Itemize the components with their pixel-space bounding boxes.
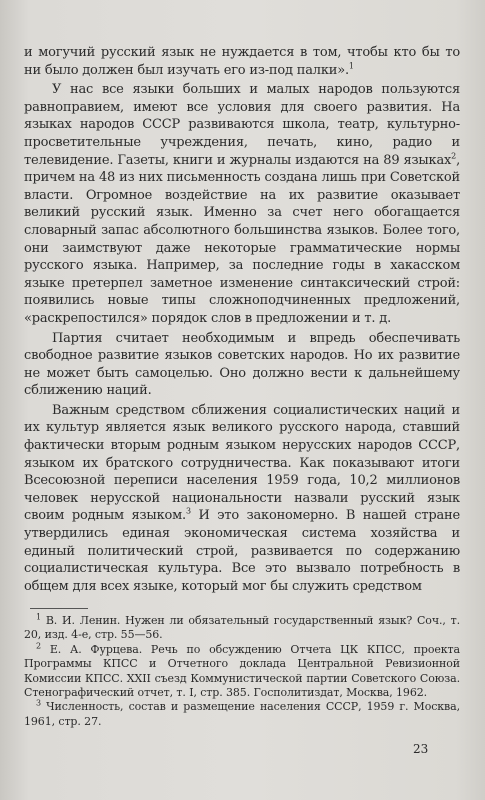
paragraph-1-text: и могучий русский язык не нуждается в том, чтобы кто бы то ни было должен был изучать его из-под палки». (24, 45, 460, 78)
paragraph-4-text-b: И это закономерно. В нашей стране утвердились единая экономическая система хозяйства и единый политический строй, развивается по содержанию социалистическая культура. Все это вызвало потребность в общем для всех языке, который мог бы служить средством (24, 508, 460, 594)
footnote-mark-3: 3 (36, 698, 41, 708)
paragraph-1 (24, 44, 460, 79)
footnote-3-text: Численность, состав и размещение населения СССР, 1959 г. Москва, 1961, стр. 27. (24, 700, 461, 728)
paragraph-4 (24, 402, 460, 596)
paragraph-4-text-a: Важным средством сближения социалистических наций и их культур является язык великого русского народа, ставший фактически вторым родным языком нерусских народов СССР, языком их братского сотрудничества. Как показывают итоги Всесоюзной переписи населения 1959 года, 10,2 миллионов человек нерусской национальности назвали русский язык своим родным языком. (24, 402, 460, 524)
footnote-mark-2: 2 (36, 641, 41, 651)
footnote-3 (24, 700, 460, 729)
footnote-ref-1: 1 (348, 61, 354, 71)
paragraph-2-text-b: , причем на 48 из них письменность создана лишь при Советской власти. Огромное воздействие на их развитие оказывает великий русский язык. Именно за счет него обогащается словарный запас абсолютного большинства языков. Более того, они заимствуют даже некоторые грамматические нормы русского языка. Например, за последние годы в хакасском языке претерпел заметное изменение синтаксический строй: появились новые типы сложноподчиненных предложений, «раскрепостился» порядок слов в предложении и т. д. (24, 152, 460, 326)
footnotes (24, 614, 460, 729)
paragraph-3-text: Партия считает необходимым и впредь обеспечивать свободное развитие языков советских народов. Но их развитие не может быть самоцелью. Оно должно вести к дальнейшему сближению наций. (24, 330, 460, 399)
footnote-ref-2: 2 (451, 151, 457, 161)
footnote-mark-1: 1 (36, 612, 41, 622)
footnote-2 (24, 643, 460, 701)
paragraph-2-text-a: У нас все языки больших и малых народов пользуются равноправием, имеют все условия для своего развития. На языках народов СССР развиваются школа, театр, культурно-просветительные учреждения, печать, кино, радио и телевидение. Газеты, книги и журналы издаются на 89 языках (24, 82, 460, 168)
footnote-1-text: В. И. Ленин. Нужен ли обязательный государственный язык? Соч., т. 20, изд. 4-е, стр. 55—56. (24, 614, 460, 642)
footnote-ref-3: 3 (185, 507, 191, 517)
main-text (24, 44, 460, 595)
paragraph-3 (24, 330, 460, 400)
footnote-2-text: Е. А. Фурцева. Речь по обсуждению Отчета ЦК КПСС, проекта Программы КПСС и Отчетного доклада Центральной Ревизионной Комиссии КПСС. XXII съезд Коммунистической партии Советского Союза. Стенографический отчет, т. I, стр. 385. Госполитиздат, Москва, 1962. (24, 642, 460, 700)
page-number: 23 (413, 742, 429, 756)
footnote-1 (24, 614, 460, 643)
paragraph-2 (24, 81, 460, 327)
footnote-divider (30, 608, 88, 609)
